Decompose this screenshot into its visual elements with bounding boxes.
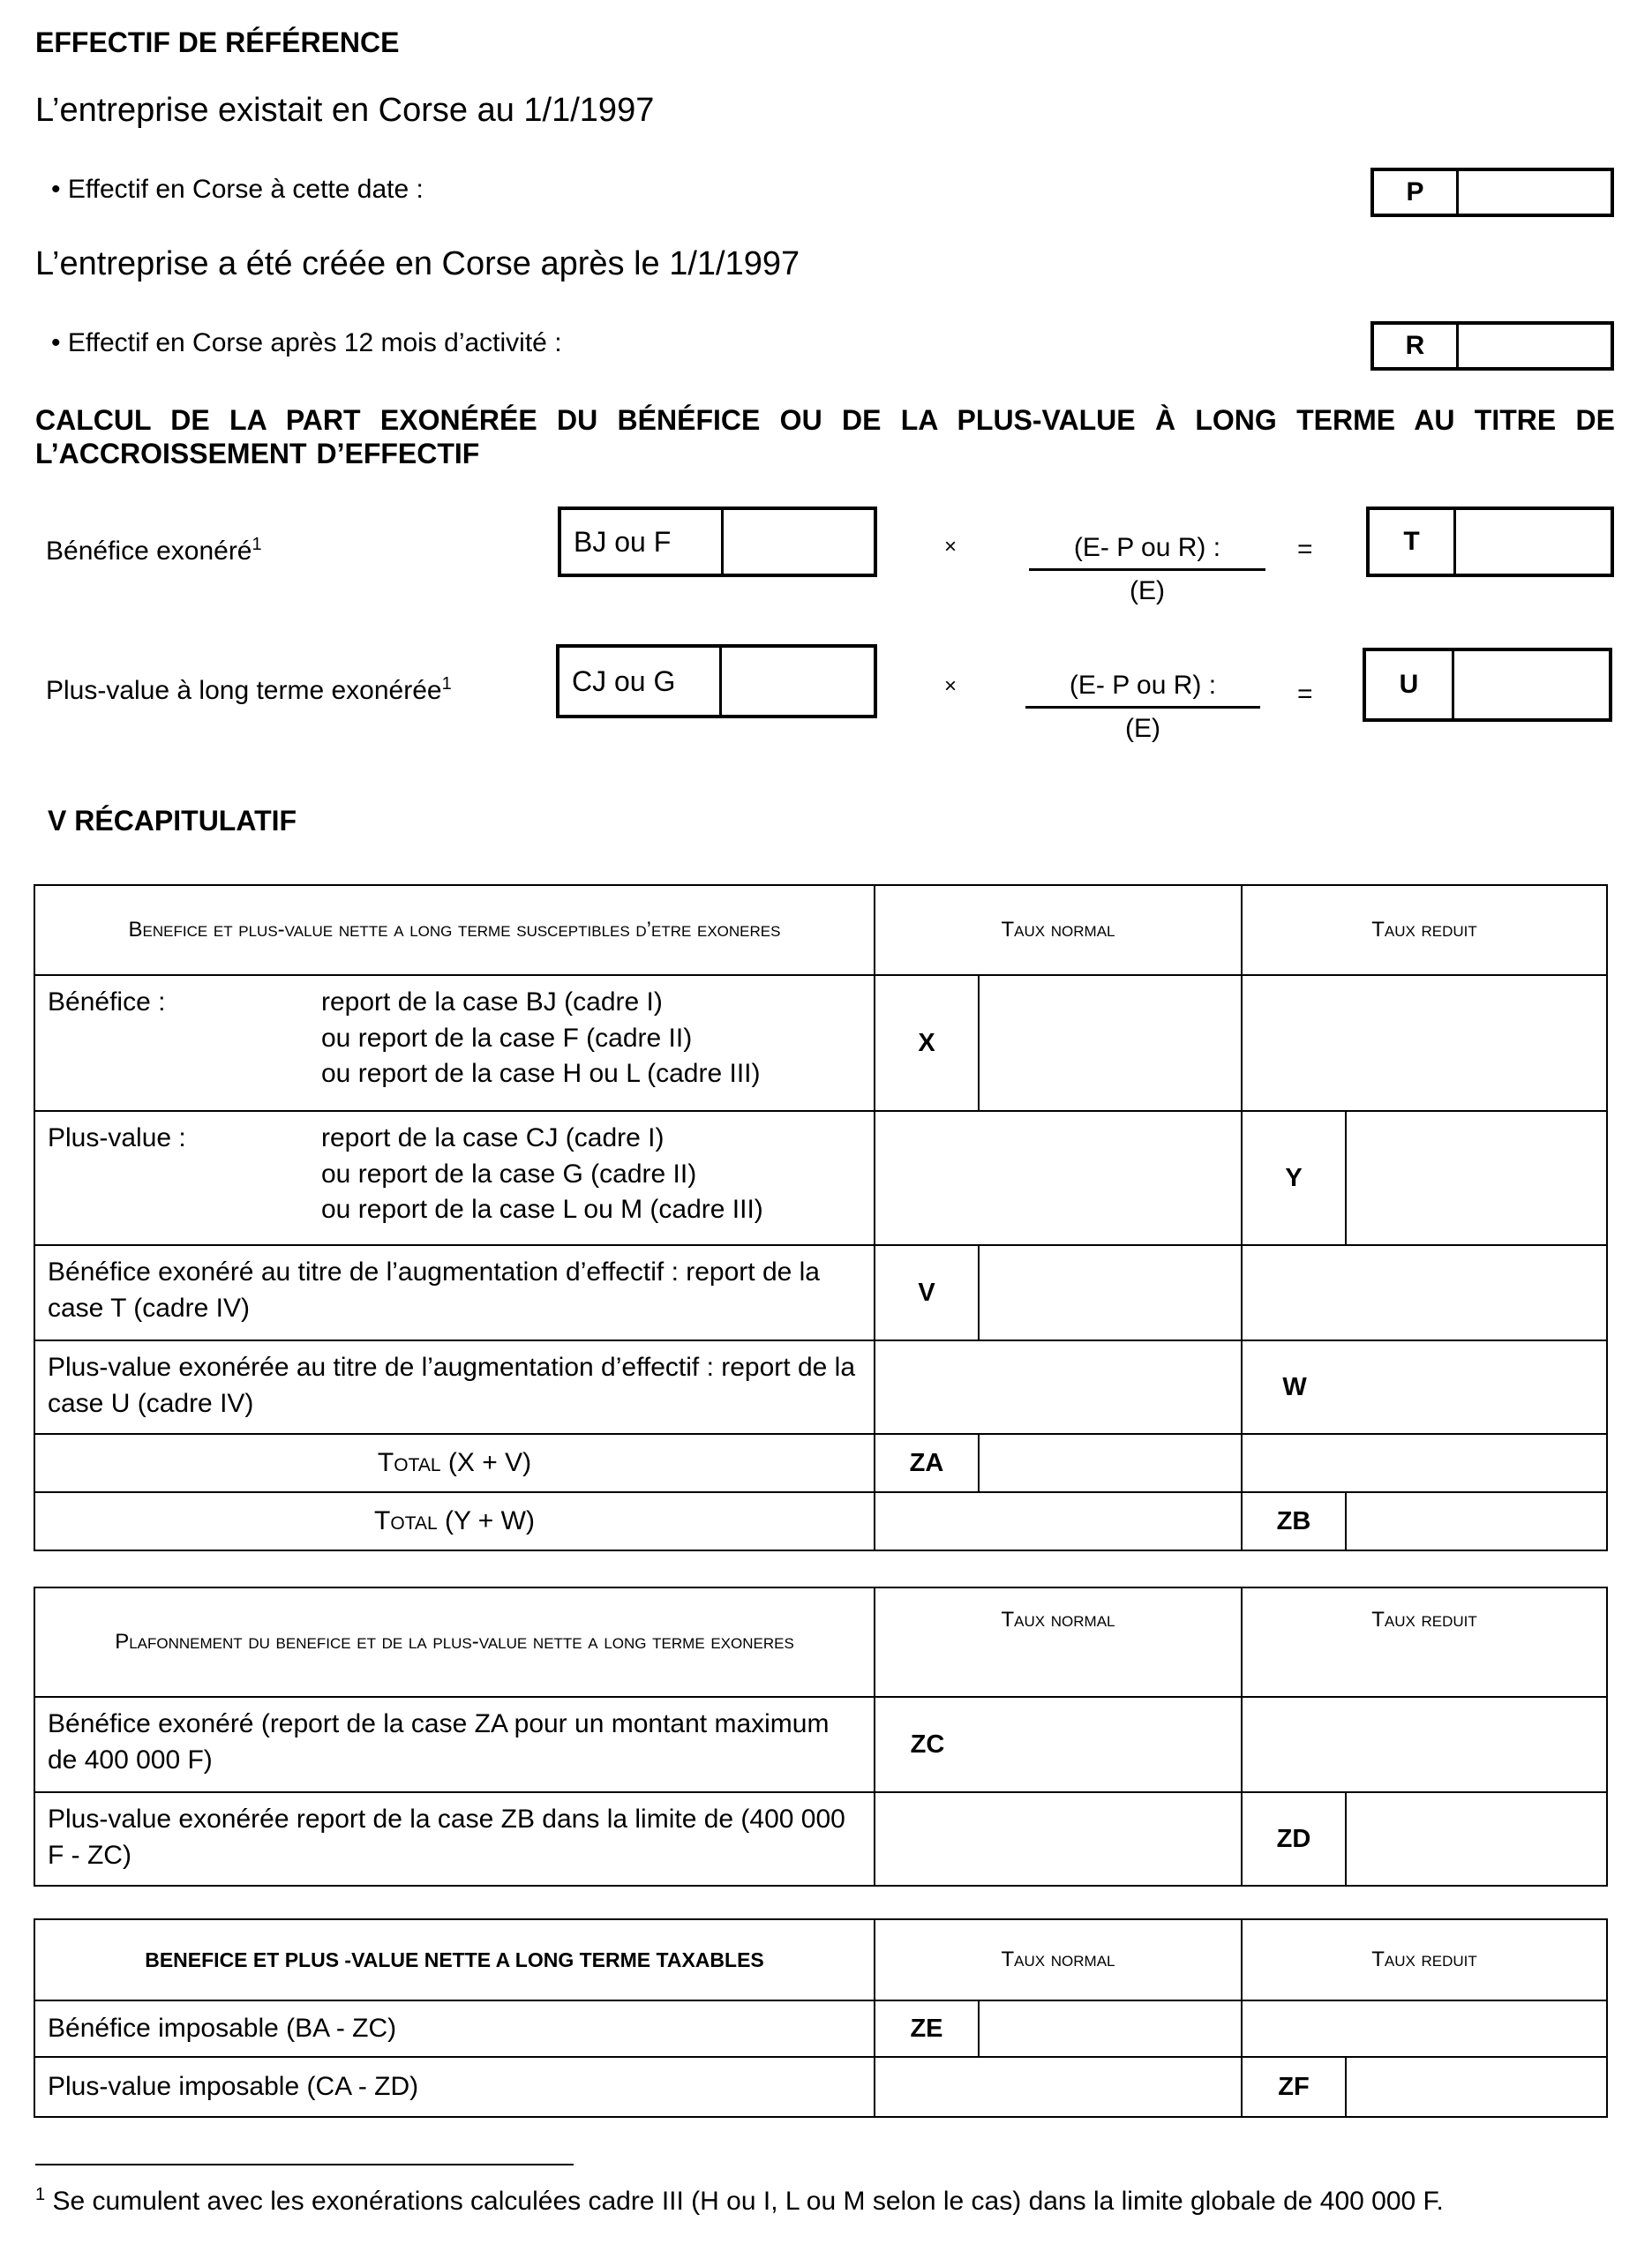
value-zc[interactable] — [980, 1698, 1241, 1791]
table1-header: Benefice et plus-value nette a long terme susceptibles d’etre exoneres — [34, 885, 875, 975]
plus-value-line: report de la case CJ (cadre I) — [321, 1123, 665, 1152]
footnote-text: Se cumulent avec les exonérations calculées cadre III (H ou I, L ou M selon le cas) dans la limite globale de 400 000 F. — [45, 2187, 1444, 2216]
code-za: ZA — [875, 1435, 980, 1491]
row-zd-label: Plus-value exonérée report de la case ZB dans la limite de (400 000 F - ZC) — [48, 1805, 845, 1870]
text-creee: L’entreprise a été créée en Corse après le 1/1/1997 — [35, 245, 800, 282]
equals-sign: = — [1297, 679, 1313, 709]
cell-empty — [875, 1492, 1242, 1550]
fraction-1-denominator: (E) — [1130, 576, 1165, 605]
cell-v[interactable] — [875, 1245, 1242, 1340]
row-plus-value — [34, 1111, 875, 1245]
table3-col-reduit: Taux reduit — [1242, 1919, 1607, 2000]
row-benefice — [34, 975, 875, 1111]
row-total-yw: Total (Y + W) — [34, 1492, 875, 1550]
cell-empty — [875, 2057, 1242, 2117]
box-cj-ou-g[interactable] — [556, 644, 877, 718]
label-benefice-exonere: Bénéfice exonéré$^1$ — [46, 535, 262, 566]
value-y[interactable] — [1347, 1112, 1606, 1244]
value-ze[interactable] — [980, 2001, 1241, 2056]
cell-x[interactable] — [875, 975, 1242, 1111]
benefice-line: ou report de la case F (cadre II) — [321, 1023, 693, 1053]
box-u[interactable] — [1363, 648, 1612, 722]
times-sign: × — [944, 674, 957, 698]
cell-empty — [1242, 1434, 1607, 1492]
row-v-label: Bénéfice exonéré au titre de l’augmentation d’effectif : report de la case T (cadre IV) — [48, 1257, 820, 1323]
box-p-value[interactable] — [1459, 171, 1611, 214]
footnote — [35, 2183, 1491, 2218]
value-v[interactable] — [980, 1246, 1241, 1340]
box-r-label: R — [1374, 325, 1459, 367]
box-bj-ou-f-label: BJ ou F — [561, 510, 724, 574]
benefice-label: Bénéfice : — [48, 987, 166, 1017]
box-r-value[interactable] — [1459, 325, 1611, 367]
box-p[interactable] — [1370, 168, 1614, 217]
row-zc — [34, 1697, 875, 1792]
equals-sign: = — [1297, 535, 1313, 564]
cell-zb[interactable] — [1242, 1492, 1607, 1550]
value-x[interactable] — [980, 976, 1241, 1110]
plus-value-label: Plus-value : — [48, 1123, 186, 1152]
code-zd: ZD — [1243, 1793, 1347, 1885]
row-v — [34, 1245, 875, 1340]
cell-zf[interactable] — [1242, 2057, 1607, 2117]
row-w-label: Plus-value exonérée au titre de l’augmentation d’effectif : report de la case U (cadre IV) — [48, 1353, 855, 1418]
fraction-1 — [1029, 533, 1265, 606]
benefice-line: report de la case BJ (cadre I) — [321, 987, 663, 1017]
box-cj-ou-g-label: CJ ou G — [559, 648, 722, 715]
text-existait: L’entreprise existait en Corse au 1/1/1997 — [35, 92, 655, 129]
cell-w[interactable] — [1242, 1340, 1607, 1434]
table-taxables — [34, 1918, 1608, 2118]
cell-zd[interactable] — [1242, 1792, 1607, 1886]
box-t-label: T — [1370, 510, 1456, 574]
box-bj-ou-f[interactable] — [558, 507, 877, 577]
box-p-label: P — [1374, 171, 1459, 214]
bullet-effectif-12-mois: • Effectif en Corse après 12 mois d’activité : — [51, 328, 562, 357]
box-u-label: U — [1366, 651, 1454, 718]
box-t-value[interactable] — [1456, 510, 1611, 574]
code-zb: ZB — [1243, 1493, 1347, 1550]
table2-header: Plafonnement du benefice et de la plus-value nette a long terme exoneres — [34, 1587, 875, 1697]
box-r[interactable] — [1370, 321, 1614, 371]
row-zf — [34, 2057, 875, 2117]
row-ze-label: Bénéfice imposable (BA - ZC) — [48, 2014, 397, 2043]
times-sign: × — [944, 535, 957, 559]
box-bj-ou-f-value[interactable] — [724, 510, 874, 574]
value-zf[interactable] — [1347, 2058, 1606, 2116]
cell-empty — [875, 1792, 1242, 1886]
box-t[interactable] — [1366, 507, 1614, 577]
value-zd[interactable] — [1347, 1793, 1606, 1885]
table1-col-normal: Taux normal — [875, 885, 1242, 975]
benefice-line: ou report de la case H ou L (cadre III) — [321, 1059, 761, 1088]
row-total-xv: Total (X + V) — [34, 1434, 875, 1492]
row-ze — [34, 2000, 875, 2057]
cell-empty — [875, 1111, 1242, 1245]
cell-empty — [1242, 1245, 1607, 1340]
table3-col-normal: Taux normal — [875, 1919, 1242, 2000]
table2-col-reduit: Taux reduit — [1242, 1587, 1607, 1697]
table2-col-normal: Taux normal — [875, 1587, 1242, 1697]
fraction-2-numerator: (E- P ou R) : — [1025, 671, 1260, 709]
code-zf: ZF — [1243, 2058, 1347, 2116]
section-title-recap: V RÉCAPITULATIF — [48, 805, 297, 837]
row-zd — [34, 1792, 875, 1886]
fraction-2 — [1025, 671, 1260, 744]
bullet-effectif-date: • Effectif en Corse à cette date : — [51, 175, 424, 204]
footnote-rule — [35, 2164, 574, 2165]
cell-empty — [1242, 1697, 1607, 1792]
cell-zc[interactable] — [875, 1697, 1242, 1792]
box-cj-ou-g-value[interactable] — [722, 648, 874, 715]
section-title-calcul: CALCUL DE LA PART EXONÉRÉE DU BÉNÉFICE OU DE LA PLUS-VALUE À LONG TERME AU TITRE DE L’ACCROISSEMENT D’EFFECTIF — [35, 404, 1615, 469]
cell-empty — [875, 1340, 1242, 1434]
cell-y[interactable] — [1242, 1111, 1607, 1245]
value-za[interactable] — [980, 1435, 1241, 1491]
cell-empty — [1242, 975, 1607, 1111]
cell-za[interactable] — [875, 1434, 1242, 1492]
row-zc-label: Bénéfice exonéré (report de la case ZA pour un montant maximum de 400 000 F) — [48, 1709, 830, 1775]
value-zb[interactable] — [1347, 1493, 1606, 1550]
row-zf-label: Plus-value imposable (CA - ZD) — [48, 2072, 419, 2101]
table1-col-reduit: Taux reduit — [1242, 885, 1607, 975]
code-ze: ZE — [875, 2001, 980, 2056]
row-w — [34, 1340, 875, 1434]
code-zc: ZC — [910, 1730, 945, 1759]
cell-ze[interactable] — [875, 2000, 1242, 2057]
code-w: W — [1282, 1372, 1307, 1401]
cell-empty — [1242, 2000, 1607, 2057]
label-plus-value-exoneree: Plus-value à long terme exonérée$^1$ — [46, 674, 452, 705]
code-y: Y — [1243, 1112, 1347, 1244]
footnote-mark: 1 — [35, 2185, 46, 2204]
code-x: X — [875, 976, 980, 1110]
code-v: V — [875, 1246, 980, 1340]
box-u-value[interactable] — [1454, 651, 1609, 718]
fraction-1-numerator: (E- P ou R) : — [1029, 533, 1265, 571]
table3-header: BENEFICE ET PLUS -VALUE NETTE A LONG TERME TAXABLES — [34, 1919, 875, 2000]
value-w[interactable] — [1347, 1341, 1606, 1433]
section-title-effectif: EFFECTIF DE RÉFÉRENCE — [35, 26, 400, 58]
table-plafonnement — [34, 1587, 1608, 1887]
plus-value-line: ou report de la case G (cadre II) — [321, 1159, 697, 1189]
plus-value-line: ou report de la case L ou M (cadre III) — [321, 1195, 763, 1224]
table-susceptibles — [34, 884, 1608, 1551]
fraction-2-denominator: (E) — [1125, 714, 1160, 743]
